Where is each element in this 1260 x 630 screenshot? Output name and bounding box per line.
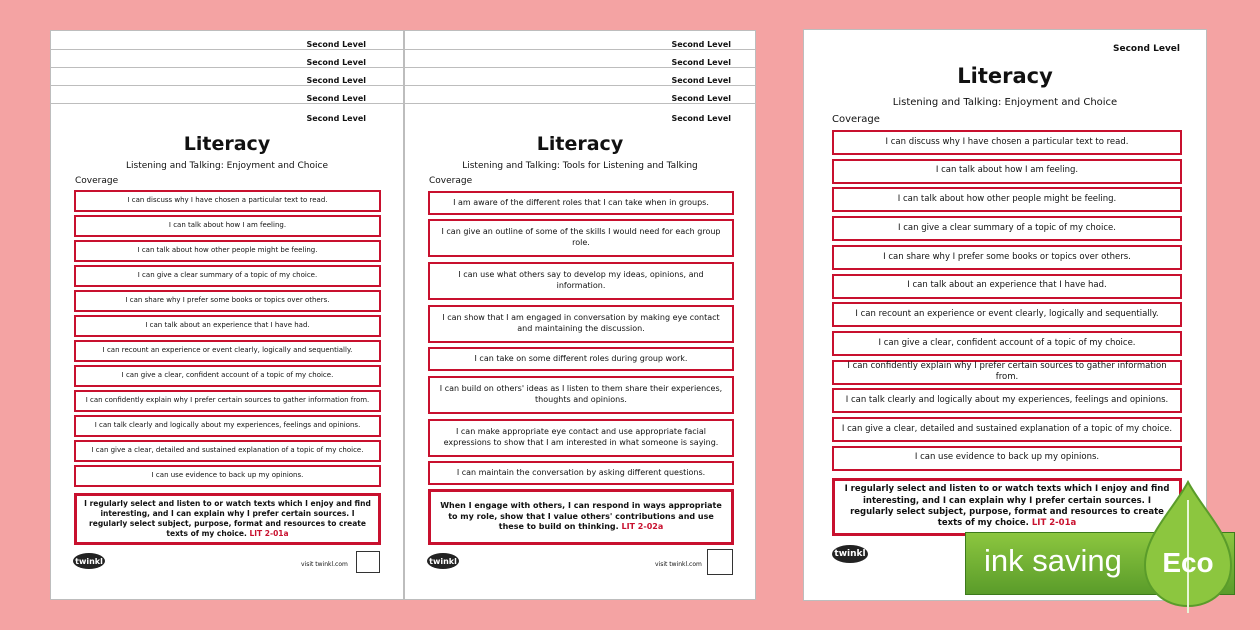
criteria-text: I can give an outline of some of the skills I would need for each group role.	[441, 227, 721, 247]
twinkl-logo: twinkl	[427, 553, 459, 569]
criteria-text: I can give a clear summary of a topic of my choice.	[898, 222, 1116, 233]
page-title: Literacy	[536, 133, 624, 155]
criteria-text: I can discuss why I have chosen a particular text to read.	[127, 196, 328, 205]
criteria-box	[428, 305, 734, 343]
criteria-box	[832, 417, 1182, 442]
criteria-text: I can maintain the conversation by asking different questions.	[456, 467, 706, 477]
level-label: Second Level	[306, 94, 366, 103]
stacked-page	[51, 31, 403, 50]
criteria-text: I can confidently explain why I prefer certain sources to gather information from.	[85, 396, 370, 405]
outcome-box	[428, 489, 734, 545]
criteria-box	[74, 440, 381, 462]
stacked-page	[405, 49, 755, 68]
criteria-text: I can recount an experience or event clearly, logically and sequentially.	[102, 346, 353, 355]
criteria-text: I can share why I prefer some books or topics over others.	[125, 296, 330, 305]
level-label: Second Level	[671, 114, 731, 123]
criteria-text: I can talk about how I am feeling.	[935, 165, 1079, 176]
criteria-box	[74, 215, 381, 237]
ink-saving-label: ink saving	[984, 543, 1122, 578]
page-subtitle: Listening and Talking: Tools for Listening and Talking	[462, 161, 698, 171]
quality-badge-icon	[707, 549, 733, 575]
criteria-text: I can make appropriate eye contact and use appropriate facial expressions to show that I am interested in what someone is saying.	[443, 427, 719, 447]
criteria-text: I can discuss why I have chosen a particular text to read.	[885, 136, 1129, 147]
criteria-box	[74, 315, 381, 337]
stacked-page	[405, 31, 755, 50]
criteria-box	[74, 190, 381, 212]
level-label: Second Level	[1113, 44, 1180, 54]
criteria-text: I can talk about an experience that I have had.	[907, 280, 1107, 291]
criteria-box	[74, 290, 381, 312]
stacked-page	[51, 49, 403, 68]
criteria-text: I can take on some different roles during group work.	[474, 353, 688, 363]
twinkl-logo: twinkl	[832, 545, 868, 563]
criteria-text: I can use evidence to back up my opinions.	[151, 471, 304, 480]
criteria-box	[74, 390, 381, 412]
criteria-box	[74, 340, 381, 362]
criteria-box	[832, 331, 1182, 356]
criteria-box	[428, 262, 734, 300]
criteria-box	[832, 216, 1182, 241]
criteria-text: I can talk clearly and logically about my experiences, feelings and opinions.	[845, 395, 1169, 406]
coverage-heading: Coverage	[429, 176, 473, 186]
criteria-text: I can recount an experience or event clearly, logically and sequentially.	[855, 308, 1159, 319]
criteria-text: I can give a clear summary of a topic of my choice.	[137, 271, 318, 280]
outcome-code: LIT 2-01a	[1031, 518, 1077, 529]
criteria-text: I can give a clear, detailed and sustained explanation of a topic of my choice.	[841, 423, 1173, 434]
criteria-box	[832, 388, 1182, 413]
outcome-text: I regularly select and listen to or watch texts which I enjoy and find interesting, and I can explain why I prefer certain sources. I regularly select subject, purpose, format and resources to create texts of my choice.	[844, 484, 1170, 529]
criteria-box	[74, 365, 381, 387]
page-title: Literacy	[183, 133, 271, 155]
criteria-box	[832, 274, 1182, 299]
criteria-text: I can give a clear, confident account of a topic of my choice.	[121, 371, 334, 380]
criteria-box	[74, 415, 381, 437]
level-label: Second Level	[306, 40, 366, 49]
outcome-box	[74, 493, 381, 545]
worksheet-left	[50, 30, 404, 600]
stacked-page	[51, 85, 403, 104]
outcome-text: When I engage with others, I can respond in ways appropriate to my role, show that I value others' contributions and use these to build on thinking.	[440, 500, 722, 532]
outcome-code: LIT 2-01a	[249, 529, 289, 539]
criteria-text: I can talk about an experience that I have had.	[145, 321, 310, 330]
criteria-text: I am aware of the different roles that I can take when in groups.	[453, 197, 709, 207]
page-subtitle: Listening and Talking: Enjoyment and Choice	[892, 97, 1118, 108]
eco-label: Eco	[1162, 547, 1214, 578]
criteria-box	[832, 187, 1182, 212]
worksheet-middle	[404, 30, 756, 600]
stacked-page	[405, 85, 755, 104]
outcome-box	[832, 478, 1182, 536]
page-title: Literacy	[957, 64, 1053, 88]
criteria-box	[428, 419, 734, 457]
criteria-box	[832, 360, 1182, 385]
criteria-text: I can talk clearly and logically about my experiences, feelings and opinions.	[94, 421, 361, 430]
criteria-text: I can build on others' ideas as I listen to them share their experiences, thoughts and opinions.	[439, 384, 723, 404]
criteria-box	[428, 191, 734, 215]
criteria-box	[832, 446, 1182, 471]
criteria-box	[428, 219, 734, 257]
criteria-text: I can give a clear, detailed and sustained explanation of a topic of my choice.	[91, 446, 364, 455]
level-label: Second Level	[306, 58, 366, 67]
coverage-heading: Coverage	[832, 114, 880, 125]
criteria-box	[428, 461, 734, 485]
visit-url: visit twinkl.com	[301, 561, 348, 568]
criteria-box	[74, 240, 381, 262]
criteria-text: I can give a clear, confident account of a topic of my choice.	[878, 337, 1136, 348]
level-label: Second Level	[306, 114, 366, 123]
criteria-text: I can talk about how other people might be feeling.	[137, 246, 318, 255]
coverage-heading: Coverage	[75, 176, 119, 186]
criteria-text: I can use evidence to back up my opinions.	[914, 452, 1100, 463]
visit-url: visit twinkl.com	[655, 561, 702, 568]
criteria-text: I can talk about how other people might be feeling.	[897, 194, 1117, 205]
criteria-box	[832, 302, 1182, 327]
criteria-text: I can share why I prefer some books or topics over others.	[883, 251, 1131, 262]
criteria-text: I can talk about how I am feeling.	[168, 221, 287, 230]
outcome-text: I regularly select and listen to or watch texts which I enjoy and find interesting, and I can explain why I prefer certain sources. I regularly select subject, purpose, format and resources to create texts of my choice.	[84, 498, 371, 539]
level-label: Second Level	[671, 40, 731, 49]
criteria-box	[832, 245, 1182, 270]
criteria-box	[428, 347, 734, 371]
level-label: Second Level	[671, 94, 731, 103]
criteria-text: I can show that I am engaged in conversation by making eye contact and maintaining the discussion.	[442, 313, 720, 333]
criteria-box	[428, 376, 734, 414]
level-label: Second Level	[306, 76, 366, 85]
stacked-page	[405, 67, 755, 86]
stacked-page	[51, 67, 403, 86]
criteria-text: I can use what others say to develop my ideas, opinions, and information.	[458, 270, 704, 290]
outcome-code: LIT 2-02a	[621, 522, 664, 532]
criteria-box	[832, 130, 1182, 155]
level-label: Second Level	[671, 76, 731, 85]
quality-badge-icon	[356, 551, 380, 573]
page-subtitle: Listening and Talking: Enjoyment and Choice	[126, 161, 328, 171]
leaf-icon	[1143, 480, 1233, 615]
criteria-box	[832, 159, 1182, 184]
criteria-text: I can confidently explain why I prefer certain sources to gather information from.	[847, 360, 1167, 383]
criteria-box	[74, 465, 381, 487]
twinkl-logo: twinkl	[73, 553, 105, 569]
criteria-box	[74, 265, 381, 287]
level-label: Second Level	[671, 58, 731, 67]
